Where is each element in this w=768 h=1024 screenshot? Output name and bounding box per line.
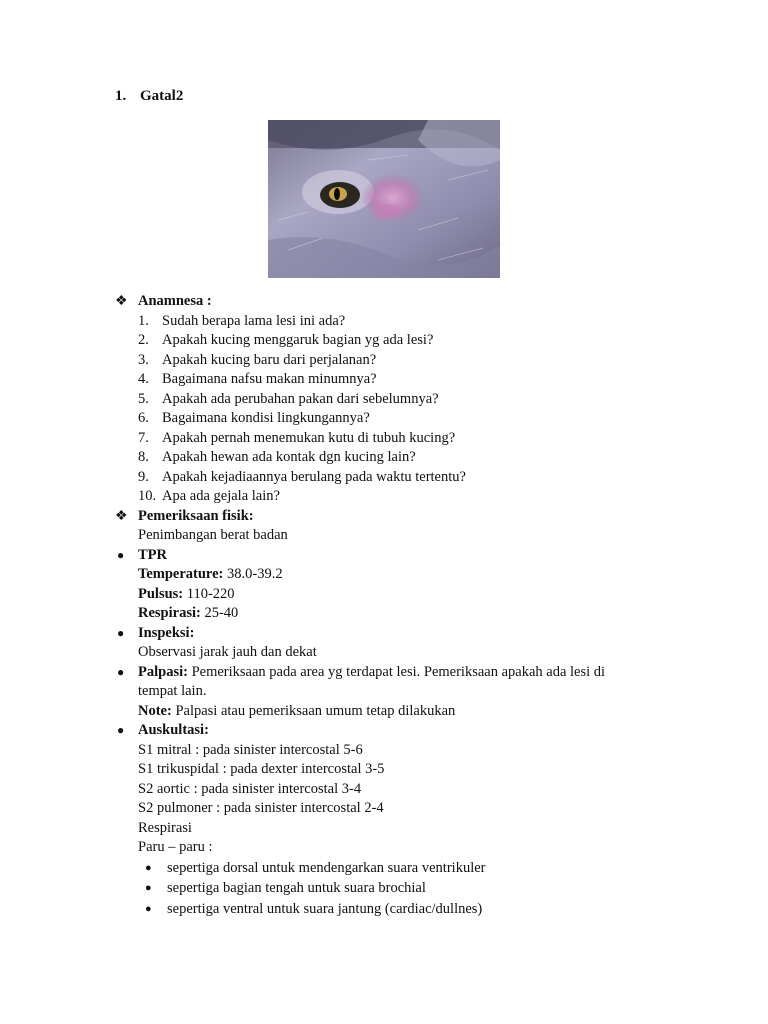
anamnesa-title: Anamnesa :: [138, 293, 212, 309]
tpr-title: TPR: [138, 546, 167, 563]
bullet-icon: ●: [145, 861, 152, 874]
list-item: 6. Bagaimana kondisi lingkungannya?: [138, 410, 370, 426]
pulsus-line: Pulsus: 110-220: [138, 585, 235, 602]
fisik-text: Penimbangan berat badan: [138, 527, 288, 543]
auskultasi-title-line: [115, 721, 655, 741]
list-item: 9. Apakah kejadiaannya berulang pada waktu tertentu?: [138, 468, 466, 485]
fisik-title: Pemeriksaan fisik:: [138, 507, 254, 524]
list-item: 7. Apakah pernah menemukan kutu di tubuh kucing?: [138, 429, 456, 446]
list-item: 3. Apakah kucing baru dari perjalanan?: [138, 351, 377, 368]
diamond-bullet-icon: ❖: [115, 294, 128, 309]
document-content: [115, 292, 655, 919]
sub-list-item: ● sepertiga ventral untuk suara jantung (cardiac/dullnes): [115, 900, 655, 920]
bullet-icon: ●: [145, 902, 152, 915]
inspeksi-title: Inspeksi:: [138, 624, 195, 641]
respirasi-line: Respirasi: 25-40: [138, 605, 239, 621]
list-item: 4. Bagaimana nafsu makan minumnya?: [138, 371, 377, 387]
section-heading: [115, 88, 183, 105]
temperature-line: Temperature: 38.0-39.2: [138, 566, 283, 582]
heading-number: 1.: [115, 88, 127, 104]
palpasi-title: Palpasi:: [138, 663, 188, 680]
bullet-icon: ●: [117, 664, 125, 679]
auskultasi-line: S1 trikuspidal : pada dexter intercostal 3-5: [138, 761, 385, 777]
auskultasi-line: S2 aortic : pada sinister intercostal 3-4: [138, 780, 362, 797]
inspeksi-title-line: [115, 624, 655, 644]
palpasi-paragraph: [115, 663, 643, 702]
fisik-title-line: [115, 507, 655, 527]
list-item: 8. Apakah hewan ada kontak dgn kucing lain?: [138, 449, 416, 465]
auskultasi-line: Respirasi: [138, 819, 192, 836]
inspeksi-text: Observasi jarak jauh dan dekat: [138, 644, 317, 660]
heading-title: Gatal2: [140, 88, 184, 104]
bullet-icon: ●: [117, 723, 125, 737]
anamnesa-title-line: [115, 292, 655, 312]
auskultasi-line: Paru – paru :: [138, 839, 213, 855]
list-item: 10. Apa ada gejala lain?: [138, 488, 280, 504]
note-line: Note: Palpasi atau pemeriksaan umum tetap dilakukan: [138, 702, 456, 719]
anamnesa-list: [115, 312, 655, 507]
list-item: 1. Sudah berapa lama lesi ini ada?: [138, 312, 346, 329]
bullet-icon: ●: [117, 625, 125, 640]
auskultasi-line: S2 pulmoner : pada sinister intercostal 2-4: [138, 800, 384, 816]
sub-list-item: ● sepertiga dorsal untuk mendengarkan suara ventrikuler: [115, 859, 655, 879]
bullet-icon: ●: [117, 547, 125, 562]
sub-list-item: ● sepertiga bagian tengah untuk suara brochial: [115, 879, 655, 899]
palpasi-text: Pemeriksaan pada area yg terdapat lesi. Pemeriksaan apakah ada lesi di tempat lain.: [138, 663, 606, 699]
list-item: 2. Apakah kucing menggaruk bagian yg ada lesi?: [138, 332, 434, 348]
auskultasi-line: S1 mitral : pada sinister intercostal 5-6: [138, 741, 363, 758]
list-item: 5. Apakah ada perubahan pakan dari sebelumnya?: [138, 390, 439, 407]
auskultasi-title: Auskultasi:: [138, 722, 209, 738]
bullet-icon: ●: [145, 882, 152, 894]
diamond-bullet-icon: ❖: [115, 508, 128, 524]
tpr-title-line: [115, 546, 655, 566]
cat-skin-lesion-photo: [268, 120, 500, 278]
